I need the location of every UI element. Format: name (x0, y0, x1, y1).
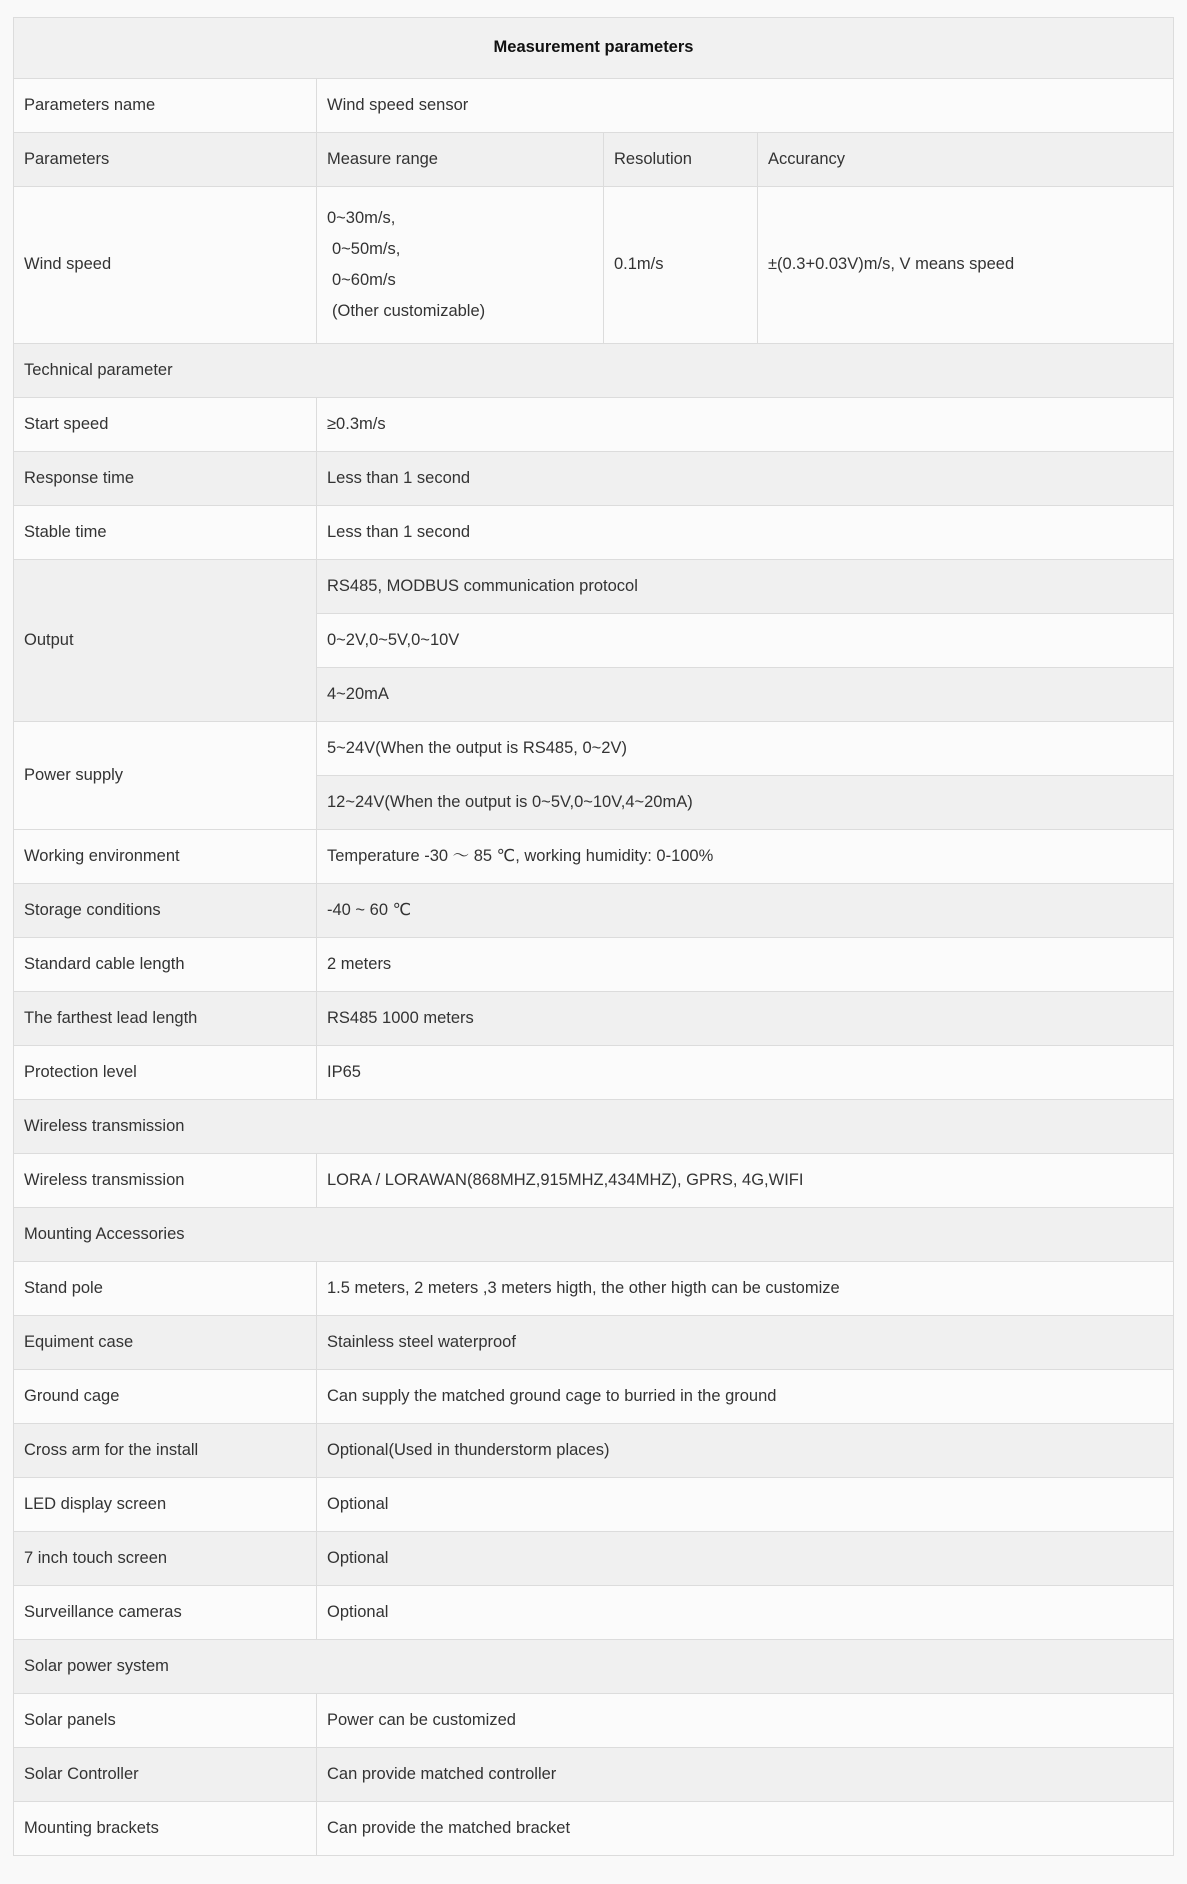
wind-speed-row (14, 187, 1174, 344)
table-row (14, 398, 1174, 452)
row-value: Less than 1 second (317, 452, 1174, 506)
table-row (14, 79, 1174, 133)
table-row (14, 938, 1174, 992)
table-row (14, 452, 1174, 506)
header-resolution: Resolution (604, 133, 758, 187)
row-label: Solar Controller (14, 1748, 317, 1802)
row-value: Can provide the matched bracket (317, 1802, 1174, 1856)
row-label: Wireless transmission (14, 1154, 317, 1208)
row-label: Ground cage (14, 1370, 317, 1424)
row-label: Standard cable length (14, 938, 317, 992)
row-value: LORA / LORAWAN(868MHZ,915MHZ,434MHZ), GPRS, 4G,WIFI (317, 1154, 1174, 1208)
table-row (14, 1586, 1174, 1640)
header-parameters: Parameters (14, 133, 317, 187)
specification-table (13, 17, 1174, 1856)
range-line: 0~60m/s (332, 271, 396, 289)
section-row (14, 1640, 1174, 1694)
column-header-row (14, 133, 1174, 187)
row-label: Equiment case (14, 1316, 317, 1370)
row-label: LED display screen (14, 1478, 317, 1532)
table-row (14, 506, 1174, 560)
wind-speed-resolution: 0.1m/s (604, 187, 758, 344)
row-value: Wind speed sensor (317, 79, 1174, 133)
table-row (14, 1046, 1174, 1100)
power-supply-value: 12~24V(When the output is 0~5V,0~10V,4~20mA) (317, 776, 1174, 830)
wind-speed-accuracy: ±(0.3+0.03V)m/s, V means speed (758, 187, 1174, 344)
output-label: Output (14, 560, 317, 722)
output-value: 0~2V,0~5V,0~10V (317, 614, 1174, 668)
row-label: Mounting brackets (14, 1802, 317, 1856)
row-value: Optional (317, 1532, 1174, 1586)
row-value: 1.5 meters, 2 meters ,3 meters higth, the other higth can be customize (317, 1262, 1174, 1316)
spec-table-wrapper (13, 17, 1173, 1856)
table-row (14, 884, 1174, 938)
table-row (14, 1262, 1174, 1316)
row-value: ≥0.3m/s (317, 398, 1174, 452)
row-label: Stable time (14, 506, 317, 560)
row-value: Optional (317, 1586, 1174, 1640)
output-value: 4~20mA (317, 668, 1174, 722)
table-row (14, 1424, 1174, 1478)
header-measure-range: Measure range (317, 133, 604, 187)
section-row (14, 1100, 1174, 1154)
table-row (14, 1478, 1174, 1532)
output-value: RS485, MODBUS communication protocol (317, 560, 1174, 614)
row-label: Working environment (14, 830, 317, 884)
row-value: -40 ~ 60 ℃ (317, 884, 1174, 938)
row-value: Optional(Used in thunderstorm places) (317, 1424, 1174, 1478)
section-solar-power-system: Solar power system (14, 1640, 1174, 1694)
section-row (14, 1208, 1174, 1262)
row-value: Temperature -30 ～ 85 ℃, working humidity: 0-100% (317, 830, 1174, 884)
range-line: (Other customizable) (332, 302, 486, 320)
power-supply-label: Power supply (14, 722, 317, 830)
row-label: Parameters name (14, 79, 317, 133)
row-label: Surveillance cameras (14, 1586, 317, 1640)
title-row (14, 18, 1174, 79)
table-row (14, 1370, 1174, 1424)
row-label: 7 inch touch screen (14, 1532, 317, 1586)
section-mounting-accessories: Mounting Accessories (14, 1208, 1174, 1262)
section-wireless-transmission: Wireless transmission (14, 1100, 1174, 1154)
row-value: IP65 (317, 1046, 1174, 1100)
row-label: Solar panels (14, 1694, 317, 1748)
table-row (14, 992, 1174, 1046)
range-line: 0~50m/s, (332, 240, 401, 258)
row-label: The farthest lead length (14, 992, 317, 1046)
table-row (14, 1154, 1174, 1208)
row-value: Less than 1 second (317, 506, 1174, 560)
row-value: Can provide matched controller (317, 1748, 1174, 1802)
table-row (14, 1694, 1174, 1748)
row-label: Response time (14, 452, 317, 506)
table-row (14, 1316, 1174, 1370)
section-technical-parameter: Technical parameter (14, 344, 1174, 398)
header-accuracy: Accurancy (758, 133, 1174, 187)
output-row (14, 560, 1174, 614)
table-row (14, 830, 1174, 884)
wind-speed-range (317, 187, 604, 344)
range-line: 0~30m/s, (327, 209, 396, 227)
section-row (14, 344, 1174, 398)
row-label: Stand pole (14, 1262, 317, 1316)
row-value: RS485 1000 meters (317, 992, 1174, 1046)
row-value: Optional (317, 1478, 1174, 1532)
table-row (14, 1748, 1174, 1802)
row-label: Cross arm for the install (14, 1424, 317, 1478)
row-value: 2 meters (317, 938, 1174, 992)
row-label: Start speed (14, 398, 317, 452)
table-title: Measurement parameters (14, 18, 1174, 79)
row-label: Protection level (14, 1046, 317, 1100)
table-row (14, 1802, 1174, 1856)
power-supply-value: 5~24V(When the output is RS485, 0~2V) (317, 722, 1174, 776)
row-value: Stainless steel waterproof (317, 1316, 1174, 1370)
power-supply-row (14, 722, 1174, 776)
row-value: Can supply the matched ground cage to burried in the ground (317, 1370, 1174, 1424)
wind-speed-label: Wind speed (14, 187, 317, 344)
row-label: Storage conditions (14, 884, 317, 938)
row-value: Power can be customized (317, 1694, 1174, 1748)
table-row (14, 1532, 1174, 1586)
